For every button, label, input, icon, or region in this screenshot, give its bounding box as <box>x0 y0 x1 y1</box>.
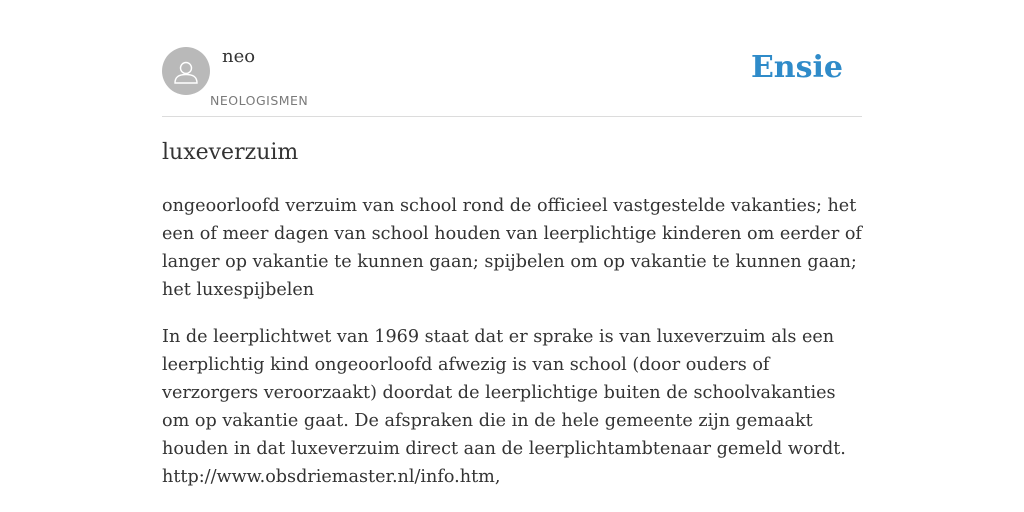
user-avatar-icon[interactable] <box>162 47 210 95</box>
entry-title: luxeverzuim <box>162 140 299 165</box>
entry-definition: ongeoorloofd verzuim van school rond de officieel vastgestelde vakanties; het een of meer dagen van school houden van leerplichtige kinderen om eerder of langer op vakantie te kunnen gaan; spijbelen om op vakantie te kunnen gaan; het luxespijbelen <box>162 196 862 300</box>
entry-explanation: In de leerplichtwet van 1969 staat dat er sprake is van luxeverzuim als een leerplichtig kind ongeoorloofd afwezig is van school (door ouders of verzorgers veroorzaakt) doordat de leerplichtige buiten de schoolvakanties om op vakantie gaat. De afspraken die in de hele gemeente zijn gemaakt houden in dat luxeverzuim direct aan de leerplichtambtenaar gemeld wordt. http://www.obsdriemaster.nl/info.htm, <box>162 327 846 487</box>
author-name[interactable]: neo <box>222 46 256 67</box>
brand-logo[interactable]: Ensie <box>750 50 843 85</box>
page <box>162 0 862 487</box>
category-label[interactable]: NEOLOGISMEN <box>210 93 309 108</box>
entry-header <box>162 0 862 117</box>
